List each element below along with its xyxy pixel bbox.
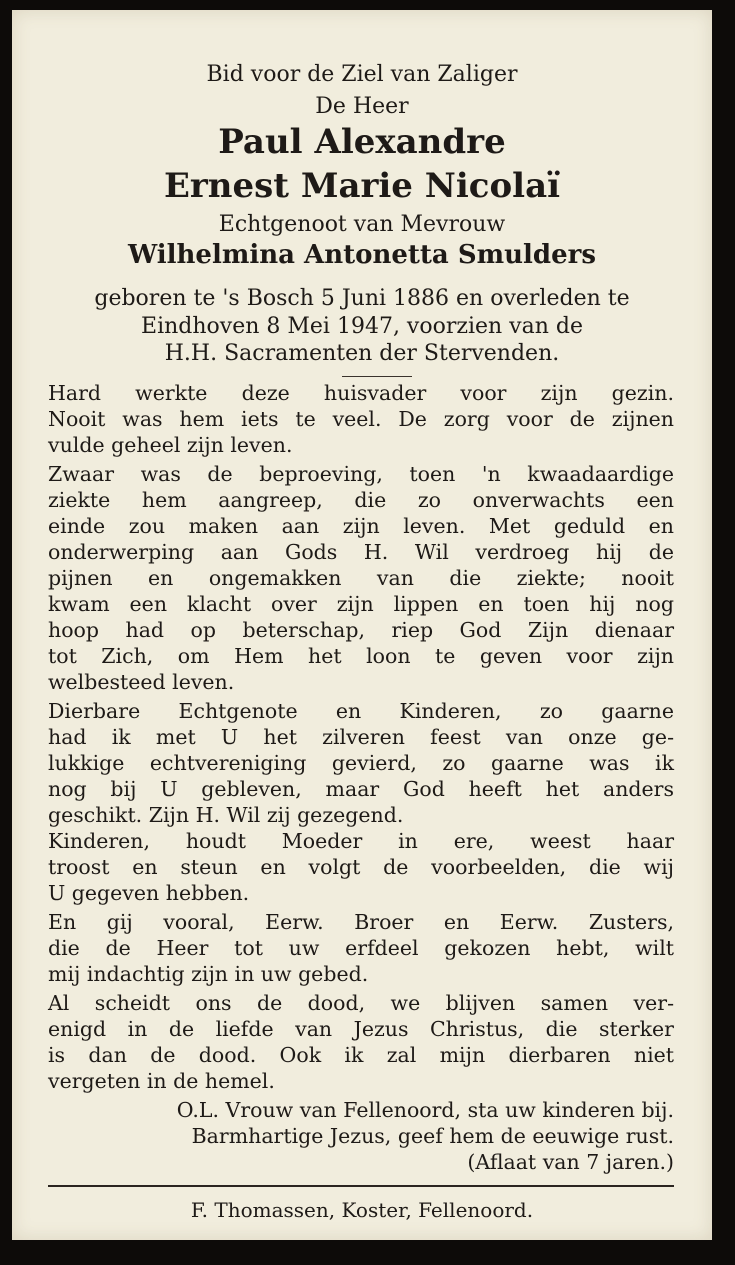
text-line: ziekte hem aangreep, die zo onverwachts een [48, 488, 674, 512]
text-line: Dierbare Echtgenote en Kinderen, zo gaarne [48, 699, 674, 723]
birth-death-line-1: geboren te 's Bosch 5 Juni 1886 en overleden te [94, 286, 630, 311]
text-line: Kinderen, houdt Moeder in ere, weest haar [48, 829, 674, 853]
text-line: Hard werkte deze huisvader voor zijn gezin. [48, 381, 674, 405]
text-line: pijnen en ongemakken van die ziekte; nooit [48, 566, 674, 590]
text-line: onderwerping aan Gods H. Wil verdroeg hij de [48, 540, 674, 564]
prayer-heading: Bid voor de Ziel van Zaliger [206, 62, 518, 87]
text-line: Barmhartige Jezus, geef hem de eeuwige rust. [191, 1124, 674, 1148]
deceased-name-line-2: Ernest Marie Nicolaï [163, 166, 561, 206]
text-line: Al scheidt ons de dood, we blijven samen ver- [48, 991, 674, 1015]
birth-death-line-2: Eindhoven 8 Mei 1947, voorzien van de [141, 314, 583, 339]
text-line: is dan de dood. Ook ik zal mijn dierbaren niet [48, 1043, 674, 1067]
text-line: troost en steun en volgt de voorbeelden, die wij [48, 855, 674, 879]
text-line: U gegeven hebben. [48, 881, 250, 905]
text-line: O.L. Vrouw van Fellenoord, sta uw kinderen bij. [176, 1098, 674, 1122]
printer-credit: F. Thomassen, Koster, Fellenoord. [190, 1198, 534, 1222]
text-line: die de Heer tot uw erfdeel gekozen hebt, wilt [48, 936, 674, 960]
text-line: einde zou maken aan zijn leven. Met geduld en [48, 514, 674, 538]
text-line: mij indachtig zijn in uw gebed. [48, 962, 369, 986]
spouse-intro: Echtgenoot van Mevrouw [218, 212, 506, 237]
memorial-card [12, 10, 712, 1240]
indulgence-note: (Aflaat van 7 jaren.) [467, 1150, 674, 1174]
birth-death-line-3: H.H. Sacramenten der Stervenden. [164, 341, 560, 366]
spouse-name: Wilhelmina Antonetta Smulders [128, 240, 596, 270]
text-line: nog bij U gebleven, maar God heeft het anders [48, 777, 674, 801]
text-line: had ik met U het zilveren feest van onze ge- [48, 725, 674, 749]
text-line: hoop had op beterschap, riep God Zijn dienaar [48, 618, 674, 642]
text-line: kwam een klacht over zijn lippen en toen hij nog [48, 592, 674, 616]
text-line: welbesteed leven. [48, 670, 235, 694]
text-line: vergeten in de hemel. [48, 1069, 275, 1093]
text-line: lukkige echtvereniging gevierd, zo gaarne was ik [48, 751, 674, 775]
text-line: geschikt. Zijn H. Wil zij gezegend. [48, 803, 404, 827]
text-line: Nooit was hem iets te veel. De zorg voor de zijnen [48, 407, 674, 431]
footer-divider [48, 1185, 674, 1187]
text-line: vulde geheel zijn leven. [48, 433, 293, 457]
text-line: tot Zich, om Hem het loon te geven voor zijn [48, 644, 674, 668]
deceased-name-line-1: Paul Alexandre [218, 122, 506, 162]
title-de-heer: De Heer [315, 94, 409, 119]
short-divider [342, 376, 412, 377]
text-line: Zwaar was de beproeving, toen 'n kwaadaardige [48, 462, 674, 486]
text-line: En gij vooral, Eerw. Broer en Eerw. Zusters, [48, 910, 674, 934]
text-line: enigd in de liefde van Jezus Christus, die sterker [48, 1017, 674, 1041]
